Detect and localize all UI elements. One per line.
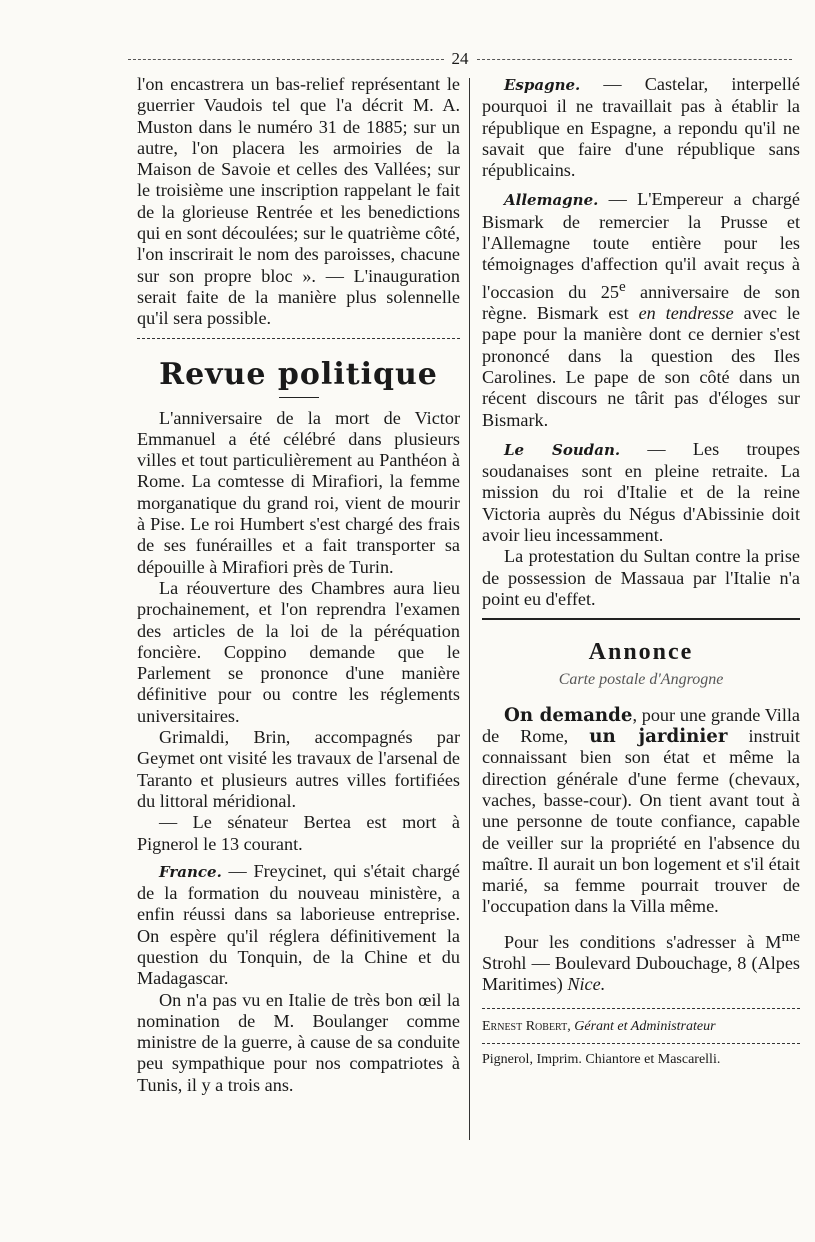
conditions-text-2: Strohl — Boulevard Dubouchage, 8 (Alpes Maritimes) bbox=[482, 953, 800, 995]
divider bbox=[482, 618, 800, 620]
allemagne-italic: en tendresse bbox=[638, 303, 734, 324]
paragraph-taranto: Grimaldi, Brin, accompagnés par Geymet ont visité les travaux de l'arsenal de Taranto et plusieurs autres villes fortifiées du littoral méridional. bbox=[137, 727, 460, 811]
left-column bbox=[137, 74, 460, 1096]
annonce-text-1: , pour une grande Villa de Rome, bbox=[482, 704, 800, 747]
page-number: 24 bbox=[451, 49, 469, 68]
country-label-espagne: Espagne. bbox=[504, 76, 581, 94]
france-text: — Freycinet, qui s'était chargé de la formation du nouveau ministère, a enfin réussi dans sa laborieuse entreprise. On espère qu'il réglera définitivement la question du Tonquin, de la Chine et du Madagascar. bbox=[137, 860, 460, 989]
paragraph-france bbox=[137, 861, 460, 990]
divider bbox=[482, 1008, 800, 1009]
divider bbox=[137, 338, 460, 339]
page-header bbox=[120, 48, 800, 70]
paragraph-boulanger: On n'a pas vu en Italie de très bon œil la nomination de M. Boulanger comme ministre de la guerre, à cause de sa conduite peu sympathique pour nos compatriotes à Tunis, il y a trois ans. bbox=[137, 989, 460, 1095]
annonce-lead: On demande bbox=[504, 704, 633, 726]
paragraph-bertea: — Le sénateur Bertea est mort à Pignerol le 13 courant. bbox=[137, 812, 460, 854]
annonce-title: Annonce bbox=[588, 639, 694, 666]
country-label-allemagne: Allemagne. bbox=[504, 191, 599, 210]
column-divider bbox=[469, 78, 470, 1140]
espagne-text: — Castelar, interpellé pourquoi il ne travaillait pas à établir la république en Espagne, a repondu qu'il ne savait que faire d'une république sans républicains. bbox=[482, 74, 800, 181]
paragraph-soudan bbox=[482, 439, 800, 546]
title-underline bbox=[279, 397, 319, 398]
allemagne-text-1: — L'Empereur a chargé Bismark de remercier la Prusse et l'Allemagne toute entière pour les témoignages d'affection qu'il avait reçus à l'occasion du 25 bbox=[482, 189, 800, 302]
header-rule-left bbox=[128, 59, 444, 60]
conditions-city: Nice. bbox=[567, 974, 606, 995]
allemagne-superscript: e bbox=[618, 277, 626, 295]
soudan-text: — Les troupes soudanaises sont en pleine retraite. La mission du roi d'Italie et de la reine Victoria auprès du Négus d'Abissinie doit avoir lieu incessamment. bbox=[482, 438, 800, 545]
annonce-paragraph bbox=[482, 705, 800, 918]
allemagne-text-3: avec le pape pour la manière dont ce dernier s'est prononcé dans la question des Iles Carolines. Le pape de son côté dans un récent discours ne târit pas d'éloges sur Bismark. bbox=[482, 303, 801, 430]
paragraph-anniversary: L'anniversaire de la mort de Victor Emmanuel a été célébré dans plusieurs villes et tout particulièrement au Panthéon à Rome. La comtesse di Mirafiori, la femme morganatique du grand roi, vient de mourir à Pise. Le roi Humbert s'est chargé des frais de ses funérailles et a fait transporter sa dépouille à Mirafiori près de Turin. bbox=[137, 407, 460, 577]
country-label-france: France. bbox=[159, 862, 222, 881]
manager-name: Ernest Robert, bbox=[482, 1018, 571, 1034]
paragraph-espagne bbox=[482, 74, 800, 181]
conditions-superscript: me bbox=[781, 927, 800, 945]
colophon-manager bbox=[482, 1017, 800, 1037]
conditions-text-1: Pour les conditions s'adresser à M bbox=[504, 931, 782, 952]
manager-role: Gérant et Administrateur bbox=[570, 1018, 716, 1034]
country-label-soudan: Le Soudan. bbox=[504, 440, 621, 459]
paragraph-allemagne bbox=[482, 189, 800, 430]
divider bbox=[482, 1043, 800, 1044]
right-column bbox=[482, 74, 800, 1070]
annonce-text-2: instruit connaissant bien son état et même la direction générale d'une ferme (chevaux, vaches, basse-cour). On tient avant tout à une personne de toute confiance, capable de veiller sur la propriété en l'absence du maître. Il aurait un bon logement et s'il était marié, sa femme pourrait trouver de l'occupation dans la Villa même. bbox=[482, 726, 800, 917]
paragraph-sultan: La protestation du Sultan contre la prise de possession de Massaua par l'Italie n'a point eu d'effet. bbox=[482, 546, 800, 609]
annonce-bold: un jardinier bbox=[589, 726, 728, 748]
conditions-paragraph bbox=[482, 926, 800, 996]
paragraph-chambres: La réouverture des Chambres aura lieu prochainement, et l'on reprendra l'examen des articles de la loi de la péréquation foncière. Coppino demande que le Parlement se prononce d'une manière définitive pour ou contre les réglements universitaires. bbox=[137, 577, 460, 726]
allemagne-text-2: anniversaire de son règne. Bismark est bbox=[482, 281, 800, 324]
annonce-bleed-through: Carte postale d'Angrogne bbox=[558, 671, 724, 689]
section-title: Revue politique bbox=[159, 356, 438, 392]
intro-paragraph: l'on encastrera un bas-relief représentant le guerrier Vaudois tel que l'a décrit M. A. Muston dans le numéro 31 de 1885; sur un autre, l'on placera les armoiries de la Maison de Savoie et celles des Vallées; sur le troisième une inscription rappelant le fait de la glorieuse Rentrée et les benedictions qui en sont découlées; sur le quatrième côté, l'on inscrirait le nom des paroisses, chacune sur son propre bloc ». — L'inauguration serait faite de la manière plus solennelle qu'il sera possible. bbox=[137, 74, 460, 329]
printer-line: Pignerol, Imprim. Chiantore et Mascarelli. bbox=[482, 1051, 721, 1067]
header-rule-right bbox=[477, 59, 793, 60]
